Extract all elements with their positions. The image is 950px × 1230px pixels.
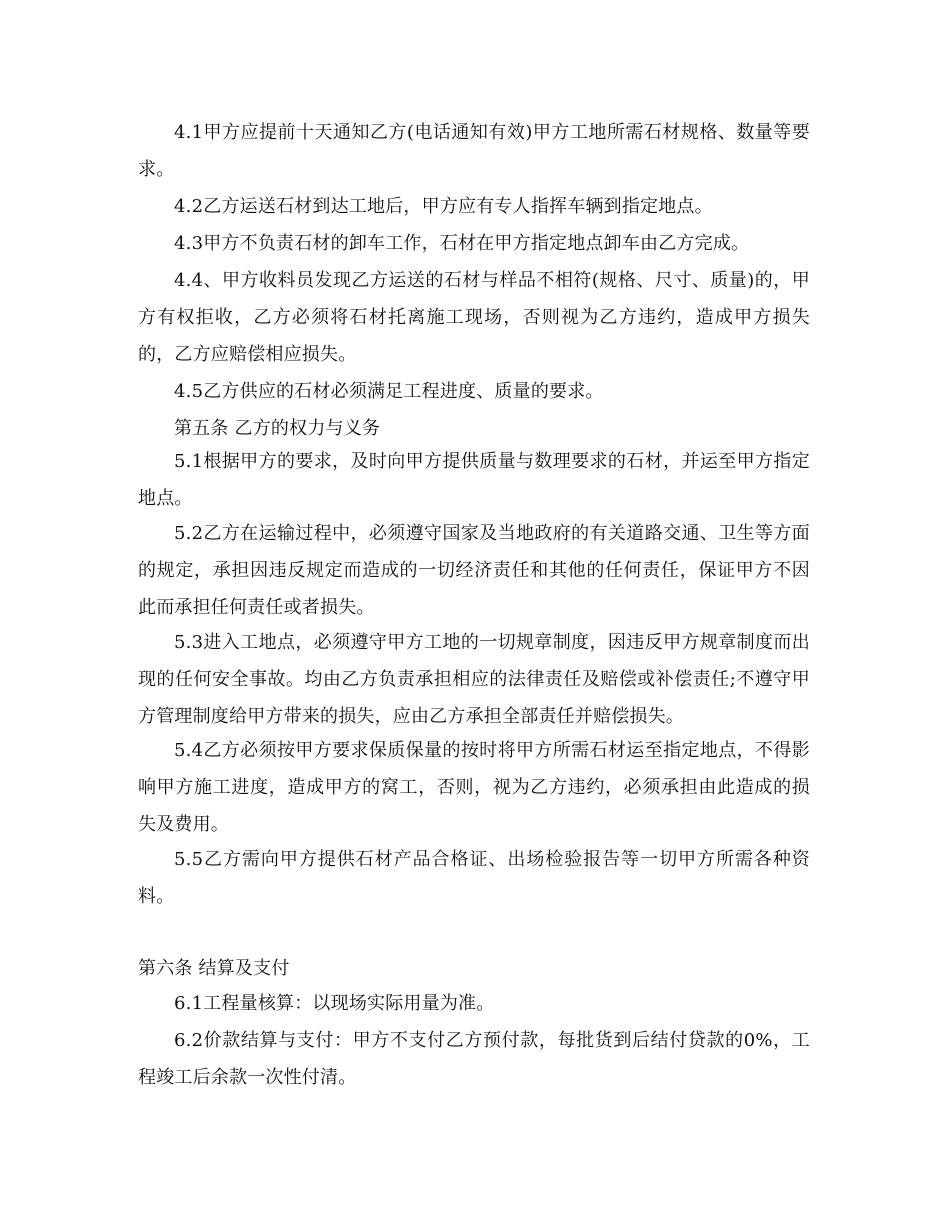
clause-6-2: 6.2价款结算与支付：甲方不支付乙方预付款，每批货到后结付贷款的0%，工程竣工后余款一次性付清。 [138, 1030, 810, 1088]
clause-4-1: 4.1甲方应提前十天通知乙方(电话通知有效)甲方工地所需石材规格、数量等要求。 [138, 122, 810, 180]
clause-5-4: 5.4乙方必须按甲方要求保质保量的按时将甲方所需石材运至指定地点，不得影响甲方施工进度，造成甲方的窝工，否则，视为乙方违约，必须承担由此造成的损失及费用。 [138, 740, 810, 835]
clause-5-2: 5.2乙方在运输过程中，必须遵守国家及当地政府的有关道路交通、卫生等方面的规定，承担因违反规定而造成的一切经济责任和其他的任何责任，保证甲方不因此而承担任何责任或者损失。 [138, 523, 810, 618]
clause-5-5: 5.5乙方需向甲方提供石材产品合格证、出场检验报告等一切甲方所需各种资料。 [138, 849, 810, 907]
clause-5-3: 5.3进入工地点，必须遵守甲方工地的一切规章制度，因违反甲方规章制度而出现的任何安全事故。均由乙方负责承担相应的法律责任及赔偿或补偿责任;不遵守甲方管理制度给甲方带来的损失，应由乙方承担全部责任并赔偿损失。 [138, 632, 810, 727]
clause-6-1: 6.1工程量核算：以现场实际用量为准。 [174, 993, 495, 1014]
clause-5-1: 5.1根据甲方的要求，及时向甲方提供质量与数理要求的石材，并运至甲方指定地点。 [138, 451, 810, 509]
section-5-heading: 第五条 乙方的权力与义务 [174, 418, 381, 439]
clause-4-4: 4.4、甲方收料员发现乙方运送的石材与样品不相符(规格、尺寸、质量)的，甲方有权拒收，乙方必须将石材托离施工现场，否则视为乙方违约，造成甲方损失的，乙方应赔偿相应损失。 [138, 270, 810, 365]
clause-4-3: 4.3甲方不负责石材的卸车工作，石材在甲方指定地点卸车由乙方完成。 [174, 233, 750, 254]
clause-4-2: 4.2乙方运送石材到达工地后，甲方应有专人指挥车辆到指定地点。 [174, 196, 713, 217]
clause-4-5: 4.5乙方供应的石材必须满足工程进度、质量的要求。 [174, 381, 604, 402]
section-6-heading: 第六条 结算及支付 [138, 958, 290, 979]
